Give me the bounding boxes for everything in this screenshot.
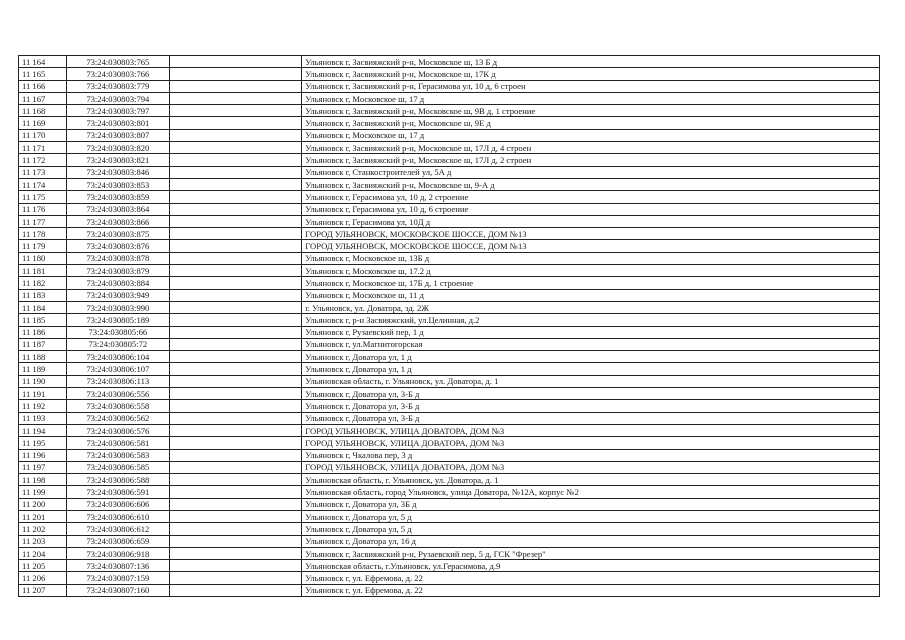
table-row xyxy=(19,129,880,141)
table-row xyxy=(19,166,880,178)
address-cell: Ульяновск г, Засвияжский р-н, Московское ш, 9В д, 1 строение xyxy=(302,105,880,117)
table-row xyxy=(19,92,880,104)
address-cell: Ульяновск г, р-н Засвияжский, ул.Целинная, д.2 xyxy=(302,314,880,326)
empty-cell xyxy=(169,338,301,350)
cadastral-number-cell: 73:24:030803:779 xyxy=(66,80,169,92)
cadastral-number-cell: 73:24:030805:189 xyxy=(66,314,169,326)
cadastral-number-cell: 73:24:030803:878 xyxy=(66,252,169,264)
empty-cell xyxy=(169,117,301,129)
row-number-cell: 11 177 xyxy=(19,215,67,227)
row-number-cell: 11 194 xyxy=(19,424,67,436)
row-number-cell: 11 187 xyxy=(19,338,67,350)
address-cell: ГОРОД УЛЬЯНОВСК, УЛИЦА ДОВАТОРА, ДОМ №3 xyxy=(302,461,880,473)
table-row xyxy=(19,142,880,154)
empty-cell xyxy=(169,510,301,522)
cadastral-number-cell: 73:24:030803:949 xyxy=(66,289,169,301)
table-row xyxy=(19,203,880,215)
empty-cell xyxy=(169,449,301,461)
row-number-cell: 11 189 xyxy=(19,363,67,375)
table-row xyxy=(19,424,880,436)
cadastral-number-cell: 73:24:030803:859 xyxy=(66,191,169,203)
empty-cell xyxy=(169,166,301,178)
address-cell: Ульяновск г, Московское ш, 17 д xyxy=(302,129,880,141)
empty-cell xyxy=(169,486,301,498)
address-cell: ГОРОД УЛЬЯНОВСК, МОСКОВСКОЕ ШОССЕ, ДОМ №13 xyxy=(302,240,880,252)
cadastral-number-cell: 73:24:030806:659 xyxy=(66,535,169,547)
address-cell: Ульяновск г, Доватора ул, 3-Б д xyxy=(302,412,880,424)
cadastral-number-cell: 73:24:030807:159 xyxy=(66,572,169,584)
table-row xyxy=(19,105,880,117)
address-cell: Ульяновск г, Герасимова ул, 10Д д xyxy=(302,215,880,227)
empty-cell xyxy=(169,314,301,326)
row-number-cell: 11 181 xyxy=(19,265,67,277)
cadastral-number-cell: 73:24:030803:884 xyxy=(66,277,169,289)
cadastral-number-cell: 73:24:030806:562 xyxy=(66,412,169,424)
address-cell: Ульяновск г, Доватора ул, 3Б д xyxy=(302,498,880,510)
row-number-cell: 11 200 xyxy=(19,498,67,510)
register-sheet xyxy=(18,55,880,597)
address-cell: ГОРОД УЛЬЯНОВСК, УЛИЦА ДОВАТОРА, ДОМ №3 xyxy=(302,437,880,449)
address-cell: Ульяновск г, Герасимова ул, 10 д, 2 строение xyxy=(302,191,880,203)
cadastral-number-cell: 73:24:030806:581 xyxy=(66,437,169,449)
empty-cell xyxy=(169,572,301,584)
row-number-cell: 11 186 xyxy=(19,326,67,338)
address-cell: Ульяновск г, Засвияжский р-н, Московское ш, 13 Б д xyxy=(302,56,880,68)
empty-cell xyxy=(169,265,301,277)
table-row xyxy=(19,252,880,264)
address-cell: Ульяновск г, Доватора ул, 5 д xyxy=(302,523,880,535)
empty-cell xyxy=(169,129,301,141)
empty-cell xyxy=(169,363,301,375)
row-number-cell: 11 190 xyxy=(19,375,67,387)
table-body xyxy=(19,56,880,597)
row-number-cell: 11 196 xyxy=(19,449,67,461)
empty-cell xyxy=(169,523,301,535)
cadastral-number-cell: 73:24:030806:558 xyxy=(66,400,169,412)
address-cell: Ульяновск г, Засвияжский р-н, Рузаевский пер, 5 д, ГСК "Фрезер" xyxy=(302,547,880,559)
table-row xyxy=(19,437,880,449)
table-row xyxy=(19,363,880,375)
address-cell: Ульяновск г, Московское ш, 13Б д xyxy=(302,252,880,264)
row-number-cell: 11 191 xyxy=(19,388,67,400)
cadastral-number-cell: 73:24:030806:113 xyxy=(66,375,169,387)
empty-cell xyxy=(169,154,301,166)
row-number-cell: 11 199 xyxy=(19,486,67,498)
address-cell: Ульяновская область, г.Ульяновск, ул.Герасимова, д.9 xyxy=(302,560,880,572)
cadastral-number-cell: 73:24:030806:610 xyxy=(66,510,169,522)
empty-cell xyxy=(169,474,301,486)
row-number-cell: 11 206 xyxy=(19,572,67,584)
cadastral-number-cell: 73:24:030803:876 xyxy=(66,240,169,252)
address-cell: Ульяновск г, Засвияжский р-н, Московское ш, 17Л д, 4 строен xyxy=(302,142,880,154)
address-cell: Ульяновск г, Доватора ул, 1 д xyxy=(302,363,880,375)
table-row xyxy=(19,388,880,400)
cadastral-number-cell: 73:24:030803:853 xyxy=(66,178,169,190)
empty-cell xyxy=(169,105,301,117)
address-cell: ГОРОД УЛЬЯНОВСК, МОСКОВСКОЕ ШОССЕ, ДОМ №13 xyxy=(302,228,880,240)
empty-cell xyxy=(169,68,301,80)
row-number-cell: 11 192 xyxy=(19,400,67,412)
table-row xyxy=(19,215,880,227)
empty-cell xyxy=(169,412,301,424)
row-number-cell: 11 178 xyxy=(19,228,67,240)
address-cell: Ульяновск г, Доватора ул, 3-Б д xyxy=(302,388,880,400)
row-number-cell: 11 179 xyxy=(19,240,67,252)
cadastral-number-cell: 73:24:030805:66 xyxy=(66,326,169,338)
address-cell: Ульяновск г, Рузаевский пер, 1 д xyxy=(302,326,880,338)
empty-cell xyxy=(169,203,301,215)
empty-cell xyxy=(169,80,301,92)
row-number-cell: 11 175 xyxy=(19,191,67,203)
empty-cell xyxy=(169,289,301,301)
row-number-cell: 11 193 xyxy=(19,412,67,424)
empty-cell xyxy=(169,498,301,510)
cadastral-number-cell: 73:24:030806:104 xyxy=(66,351,169,363)
address-cell: Ульяновск г, Герасимова ул, 10 д, 6 строение xyxy=(302,203,880,215)
address-cell: Ульяновская область, город Ульяновск, улица Доватора, №12А, корпус №2 xyxy=(302,486,880,498)
table-row xyxy=(19,584,880,596)
row-number-cell: 11 164 xyxy=(19,56,67,68)
empty-cell xyxy=(169,535,301,547)
table-row xyxy=(19,535,880,547)
row-number-cell: 11 173 xyxy=(19,166,67,178)
cadastral-number-cell: 73:24:030806:585 xyxy=(66,461,169,473)
table-row xyxy=(19,301,880,313)
table-row xyxy=(19,240,880,252)
cadastral-number-cell: 73:24:030807:160 xyxy=(66,584,169,596)
row-number-cell: 11 172 xyxy=(19,154,67,166)
empty-cell xyxy=(169,228,301,240)
address-cell: Ульяновск г, Доватора ул, 5 д xyxy=(302,510,880,522)
empty-cell xyxy=(169,547,301,559)
table-row xyxy=(19,498,880,510)
cadastral-number-cell: 73:24:030803:765 xyxy=(66,56,169,68)
cadastral-number-cell: 73:24:030806:583 xyxy=(66,449,169,461)
empty-cell xyxy=(169,375,301,387)
row-number-cell: 11 174 xyxy=(19,178,67,190)
cadastral-number-cell: 73:24:030806:606 xyxy=(66,498,169,510)
empty-cell xyxy=(169,301,301,313)
address-cell: Ульяновская область, г. Ульяновск, ул. Доватора, д. 1 xyxy=(302,474,880,486)
empty-cell xyxy=(169,92,301,104)
table-row xyxy=(19,289,880,301)
address-cell: Ульяновск г, Станкостроителей ул, 5А д xyxy=(302,166,880,178)
address-cell: Ульяновск г, Московское ш, 11 д xyxy=(302,289,880,301)
empty-cell xyxy=(169,461,301,473)
row-number-cell: 11 168 xyxy=(19,105,67,117)
row-number-cell: 11 167 xyxy=(19,92,67,104)
row-number-cell: 11 180 xyxy=(19,252,67,264)
empty-cell xyxy=(169,424,301,436)
cadastral-number-cell: 73:24:030806:612 xyxy=(66,523,169,535)
table-row xyxy=(19,510,880,522)
row-number-cell: 11 203 xyxy=(19,535,67,547)
row-number-cell: 11 195 xyxy=(19,437,67,449)
table-row xyxy=(19,400,880,412)
row-number-cell: 11 166 xyxy=(19,80,67,92)
cadastral-number-cell: 73:24:030807:136 xyxy=(66,560,169,572)
cadastral-number-cell: 73:24:030806:588 xyxy=(66,474,169,486)
cadastral-number-cell: 73:24:030803:990 xyxy=(66,301,169,313)
table-row xyxy=(19,449,880,461)
row-number-cell: 11 184 xyxy=(19,301,67,313)
empty-cell xyxy=(169,178,301,190)
address-cell: Ульяновск г, Доватора ул, 16 д xyxy=(302,535,880,547)
cadastral-number-cell: 73:24:030803:820 xyxy=(66,142,169,154)
address-cell: Ульяновск г, Чкалова пер, 3 д xyxy=(302,449,880,461)
cadastral-number-cell: 73:24:030803:821 xyxy=(66,154,169,166)
address-cell: Ульяновск г, ул.Магнитогорская xyxy=(302,338,880,350)
address-cell: Ульяновск г, Доватора ул, 3-Б д xyxy=(302,400,880,412)
table-row xyxy=(19,523,880,535)
table-row xyxy=(19,351,880,363)
table-row xyxy=(19,314,880,326)
cadastral-number-cell: 73:24:030803:866 xyxy=(66,215,169,227)
cadastral-number-cell: 73:24:030803:801 xyxy=(66,117,169,129)
cadastral-number-cell: 73:24:030803:875 xyxy=(66,228,169,240)
empty-cell xyxy=(169,252,301,264)
empty-cell xyxy=(169,400,301,412)
empty-cell xyxy=(169,215,301,227)
cadastral-number-cell: 73:24:030803:864 xyxy=(66,203,169,215)
empty-cell xyxy=(169,240,301,252)
cadastral-table xyxy=(18,55,880,597)
table-row xyxy=(19,560,880,572)
cadastral-number-cell: 73:24:030803:807 xyxy=(66,129,169,141)
row-number-cell: 11 182 xyxy=(19,277,67,289)
empty-cell xyxy=(169,191,301,203)
row-number-cell: 11 171 xyxy=(19,142,67,154)
table-row xyxy=(19,326,880,338)
table-row xyxy=(19,68,880,80)
table-row xyxy=(19,56,880,68)
row-number-cell: 11 207 xyxy=(19,584,67,596)
row-number-cell: 11 176 xyxy=(19,203,67,215)
table-row xyxy=(19,375,880,387)
row-number-cell: 11 202 xyxy=(19,523,67,535)
empty-cell xyxy=(169,277,301,289)
table-row xyxy=(19,412,880,424)
empty-cell xyxy=(169,388,301,400)
address-cell: Ульяновск г, ул. Ефремова, д. 22 xyxy=(302,572,880,584)
address-cell: Ульяновск г, Засвияжский р-н, Московское ш, 9Е д xyxy=(302,117,880,129)
table-row xyxy=(19,117,880,129)
address-cell: Ульяновск г, Засвияжский р-н, Московское ш, 9-А д xyxy=(302,178,880,190)
cadastral-number-cell: 73:24:030803:879 xyxy=(66,265,169,277)
empty-cell xyxy=(169,326,301,338)
row-number-cell: 11 165 xyxy=(19,68,67,80)
table-row xyxy=(19,80,880,92)
row-number-cell: 11 198 xyxy=(19,474,67,486)
address-cell: Ульяновск г, Засвияжский р-н, Герасимова ул, 10 д, 6 строен xyxy=(302,80,880,92)
cadastral-number-cell: 73:24:030806:591 xyxy=(66,486,169,498)
cadastral-number-cell: 73:24:030803:766 xyxy=(66,68,169,80)
cadastral-number-cell: 73:24:030805:72 xyxy=(66,338,169,350)
table-row xyxy=(19,178,880,190)
table-row xyxy=(19,338,880,350)
empty-cell xyxy=(169,437,301,449)
empty-cell xyxy=(169,351,301,363)
address-cell: г. Ульяновск, ул. Доватора, зд. 2Ж xyxy=(302,301,880,313)
empty-cell xyxy=(169,56,301,68)
table-row xyxy=(19,572,880,584)
address-cell: Ульяновск г, Засвияжский р-н, Московское ш, 17Л д, 2 строен xyxy=(302,154,880,166)
row-number-cell: 11 170 xyxy=(19,129,67,141)
cadastral-number-cell: 73:24:030806:576 xyxy=(66,424,169,436)
address-cell: Ульяновск г, ул. Ефремова, д. 22 xyxy=(302,584,880,596)
table-row xyxy=(19,547,880,559)
row-number-cell: 11 185 xyxy=(19,314,67,326)
empty-cell xyxy=(169,584,301,596)
row-number-cell: 11 205 xyxy=(19,560,67,572)
table-row xyxy=(19,228,880,240)
cadastral-number-cell: 73:24:030806:556 xyxy=(66,388,169,400)
table-row xyxy=(19,154,880,166)
cadastral-number-cell: 73:24:030806:918 xyxy=(66,547,169,559)
row-number-cell: 11 188 xyxy=(19,351,67,363)
cadastral-number-cell: 73:24:030803:797 xyxy=(66,105,169,117)
address-cell: Ульяновск г, Засвияжский р-н, Московское ш, 17К д xyxy=(302,68,880,80)
table-row xyxy=(19,277,880,289)
cadastral-number-cell: 73:24:030806:107 xyxy=(66,363,169,375)
row-number-cell: 11 204 xyxy=(19,547,67,559)
address-cell: Ульяновск г, Доватора ул, 1 д xyxy=(302,351,880,363)
table-row xyxy=(19,474,880,486)
empty-cell xyxy=(169,560,301,572)
table-row xyxy=(19,486,880,498)
row-number-cell: 11 197 xyxy=(19,461,67,473)
table-row xyxy=(19,265,880,277)
empty-cell xyxy=(169,142,301,154)
address-cell: Ульяновск г, Московское ш, 17.2 д xyxy=(302,265,880,277)
table-row xyxy=(19,461,880,473)
address-cell: Ульяновская область, г. Ульяновск, ул. Доватора, д. 1 xyxy=(302,375,880,387)
cadastral-number-cell: 73:24:030803:794 xyxy=(66,92,169,104)
row-number-cell: 11 201 xyxy=(19,510,67,522)
row-number-cell: 11 169 xyxy=(19,117,67,129)
row-number-cell: 11 183 xyxy=(19,289,67,301)
cadastral-number-cell: 73:24:030803:846 xyxy=(66,166,169,178)
address-cell: Ульяновск г, Московское ш, 17Б д, 1 строение xyxy=(302,277,880,289)
table-row xyxy=(19,191,880,203)
address-cell: ГОРОД УЛЬЯНОВСК, УЛИЦА ДОВАТОРА, ДОМ №3 xyxy=(302,424,880,436)
address-cell: Ульяновск г, Московское ш, 17 д xyxy=(302,92,880,104)
